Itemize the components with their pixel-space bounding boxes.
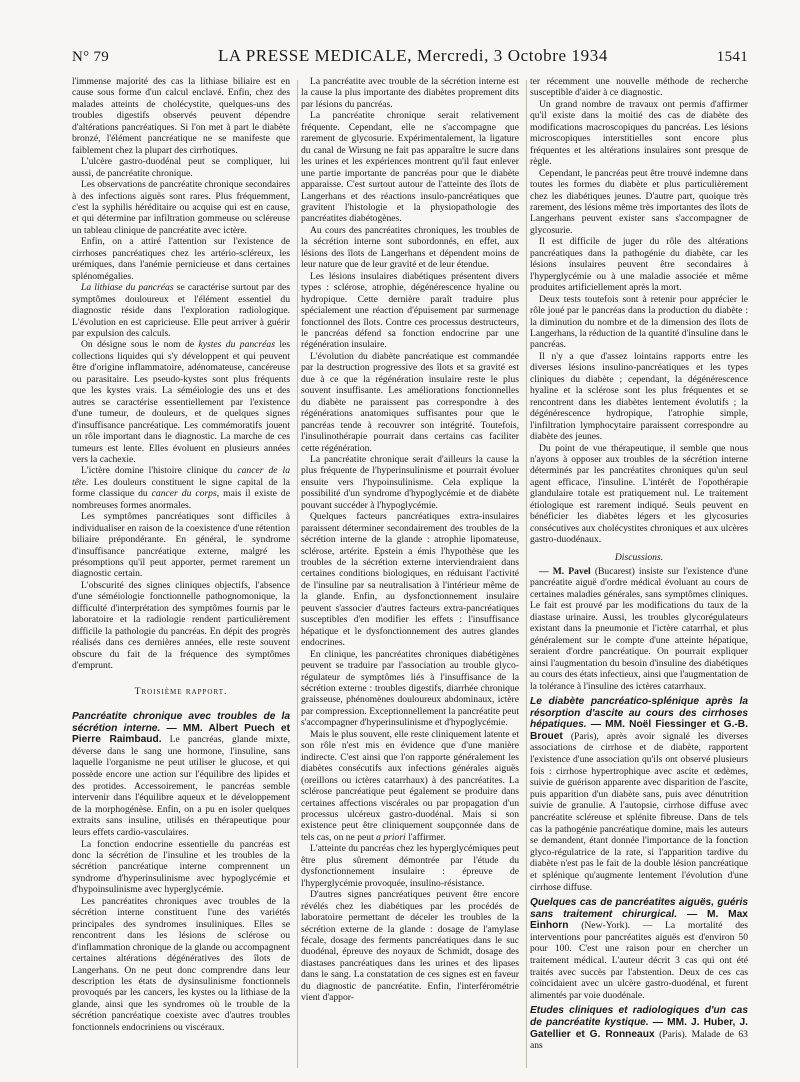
text-run: On désigne sous le nom de <box>81 339 199 351</box>
paragraph: Les symptômes pancréatiques sont difficiles à individualiser en raison de la coexistence d'une rétention biliaire prépondérante. En général, le syndrome d'insuffisance pancréatique externe, malgré les présomptions qu'il peut apporter, permet rarement un diagnostic certain. <box>72 511 290 580</box>
text-run: les collections liquides qui s'y développent et qui peuvent être d'origine inflammatoire, adénomateuse, cancéreuse ou parasitaire. Les pseudo-kystes sont plus fréquents que les kystes vrais. La séméiologie des uns et des autres se caractérise essentiellement par l'existence d'une tumeur, de douleurs, et de quelques signes d'insuffisance pancréatique. Les commémoratifs jouent un rôle important dans le diagnostic. La marche de ces tumeurs est lente. Elles évoluent en plusieurs années vers la cachexie. <box>72 339 290 465</box>
report-title <box>72 711 290 839</box>
paragraph: Les lésions insulaires diabétiques présentent divers types : sclérose, atrophie, dégénérescence hyaline ou hydropique. Cette dernière paraît traduire plus spécialement une réaction d'épuisement par surmenage fonctionnel des îlots. Contre ces processus destructeurs, le pancréas défend sa fonction endocrine par une régénération insulaire. <box>301 270 519 351</box>
paragraph: Deux tests toutefois sont à retenir pour apprécier le rôle joué par le pancréas dans la production du diabète : la diminution du nombre et de la dimension des îlots de Langerhans, la réduction de la quantité d'insuline dans le pancréas. <box>530 293 748 351</box>
paragraph: La pancréatite avec trouble de la sécrétion interne est la cause la plus importante des diabètes proprement dits par lésions du pancréas. <box>301 76 519 110</box>
report-authors: — MM. Noël Fiessinger et G.-B. Brouet <box>530 719 748 742</box>
paragraph: Il n'y a que d'assez lointains rapports entre les diverses lésions insulino-pancréatiques et les types cliniques du diabète ; cependant, la dégénérescence hyaline et la sclérose sont les plus fréquentes et se rencontrent dans les diabètes lentement évolutifs ; la dégénérescence hydropique, l'atrophie simple, l'infiltration lymphocytaire paraissent correspondre au diabète des jeunes. <box>530 350 748 443</box>
paragraph: Du point de vue thérapeutique, il semble que nous n'ayons à opposer aux troubles de la sécrétion interne déterminés par les pancréatites chroniques qu'un seul agent efficace, l'insuline. L'intérêt de l'opothérapie glandulaire totale est pratiquement nul. Le traitement étiologique est rarement indiqué. Seuls peuvent en bénéficier les diabètes légers et les glycosuries consécutives aux cholécystites chroniques et aux ulcères gastro-duodénaux. <box>530 442 748 546</box>
paragraph: L'obscurité des signes cliniques objectifs, l'absence d'une séméiologie fonctionnelle pathognomonique, la difficulté d'interprétation des symptômes fournis par le laboratoire et la radiologie rendent particulièrement difficile la pathologie du pancréas. En dépit des progrès réalisés dans ces dernières années, elle reste souvent obscure du fait de la fréquence des symptômes d'emprunt. <box>72 579 290 672</box>
text-run: l'affirmer. <box>405 831 446 843</box>
report-title <box>530 696 748 893</box>
italic-term: cancer de la tête <box>72 465 290 488</box>
issue-date: Mercredi, 3 Octobre 1934 <box>416 46 608 65</box>
paragraph: Il est difficile de juger du rôle des altérations pancréatiques dans la pathogénie du diabète, car les lésions insulaires peuvent être secondaires à l'hyperglycémie ou à une maladie associée et même produites artificiellement après la mort. <box>530 236 748 294</box>
paragraph <box>530 566 748 692</box>
text-run: Le pancréas, glande mixte, déverse dans le sang une hormone, l'insuline, sans laquelle l'organisme ne peut utiliser le glucose, et qui possède encore une action sur l'équilibre des lipides et des protides. Accessoirement, le pancréas semble intervenir dans l'équilibre aqueux et le développement de la morphogénèse. Enfin, on a pu en isoler quelques extraits sans insuline, utilisés en thérapeutique pour leurs effets cardio-vasculaires. <box>72 734 290 838</box>
paragraph: Au cours des pancréatites chroniques, les troubles de la sécrétion interne sont subordonnés, en effet, aux lésions des îlots de Langerhans et dépendent moins de leur nature que de leur gravité et de leur étendue. <box>301 224 519 271</box>
paragraph: La pancréatite chronique serait relativement fréquente. Cependant, elle ne s'accompagne que rarement de glycosurie. Expérimentalement, la ligature du canal de Wirsung ne fait pas apparaître le sucre dans les urines et les expériences montrent qu'il faut enlever une partie importante de pancréas pour que le diabète apparaisse. C'est surtout autour de l'atteinte des îlots de Langerhans et des réactions insulo-pancréatiques que gravitent l'histologie et la physiopathologie des pancréatites diabétogènes. <box>301 110 519 225</box>
paragraph <box>72 339 290 465</box>
issue-number: N° 79 <box>72 49 110 65</box>
column-2 <box>301 76 519 1072</box>
paragraph: Les observations de pancréatite chronique secondaires à des infections aiguës sont rares. Plus fréquemment, c'est la syphilis héréditaire ou acquise qui est en cause, et qui détermine par infiltration gommeuse ou scléreuse un tableau clinique de pancréatite avec ictère. <box>72 179 290 236</box>
column-1 <box>72 76 290 1072</box>
paragraph: D'autres signes pancréatiques peuvent être encore révélés chez les diabétiques par les procédés de laboratoire permettant de déceler les troubles de la sécrétion externe de la glande : dosage de l'amylase fécale, dosage des ferments pancréatiques dans le suc duodénal, épreuve des noyaux de Schmidt, dosage des diastases pancréatiques dans les urines et des lipases dans le sang. La constatation de ces signes est en faveur du diagnostic de pancréatite. Enfin, l'interférométrie vient d'appor- <box>301 889 519 1004</box>
text-run: . Les douleurs constituent le signe capital de la forme classique du <box>72 476 290 500</box>
page-header <box>72 46 748 70</box>
report-title <box>530 1005 748 1051</box>
journal-name: LA PRESSE MEDICALE, <box>217 46 413 65</box>
report-authors: — M. Max Einhorn <box>530 908 748 932</box>
italic-term: a priori <box>376 831 406 843</box>
paragraph <box>301 729 519 844</box>
italic-term: kystes du pancréas <box>198 339 275 351</box>
report-title-text: Etudes cliniques et radiologiques d'un cas de pancréatite kystique. <box>530 1005 748 1029</box>
paragraph: L'atteinte du pancréas chez les hyperglycémiques peut être plus sûrement démontrée par l'étude du dysfonctionnement insulaire : épreuve de l'hyperglycémie provoquée, insulino-résistance. <box>301 843 519 889</box>
paragraph: Quelques facteurs pancréatiques extra-insulaires paraissent déterminer secondairement des troubles de la sécrétion interne de la glande : atrophie lipomateuse, sclérose, artérite. Epstein a émis l'hypothèse que les troubles de la sécrétion externe interviendraient dans certaines conditions biologiques, en réduisant l'activité de l'insuline par sa neutralisation à l'intérieur même de la glande. Enfin, au dysfonctionnement insulaire peuvent s'associer d'autres facteurs extra-pancréatiques susceptibles d'en modifier les effets : l'insuffisance hépatique et le dysfonctionnement des autres glandes endocrines. <box>301 511 519 649</box>
text-run: se caractérise surtout par des symptômes douloureux et l'élément essentiel du diagnostic réside dans l'exploration radiologique. L'évolution en est capricieuse. Elle peut arriver à guérir par expulsion des calculs. <box>72 282 290 339</box>
section-heading: Troisième rapport. <box>134 685 228 697</box>
paragraph: La pancréatite chronique serait d'ailleurs la cause la plus fréquente de l'hyperinsulinisme et pourrait évoluer ensuite vers l'hypoinsulinisme. Cela explique la possibilité d'un syndrome d'hypoglycémie et de diabète pouvant succéder à l'hypoglycémie. <box>301 453 519 511</box>
discussant-name: — M. Pavel <box>539 566 591 578</box>
paragraph: L'ulcère gastro-duodénal peut se compliquer, lui aussi, de pancréatite chronique. <box>72 156 290 179</box>
paragraph <box>72 465 290 511</box>
report-title-text: Pancréatite chronique avec troubles de la sécrétion interne. <box>72 711 290 734</box>
discussion-heading: Discussions. <box>614 551 664 563</box>
report-title-text: Quelques cas de pancréatites aiguës, guéris sans traitement chirurgical. <box>530 897 748 920</box>
paragraph: L'évolution du diabète pancréatique est commandée par la destruction progressive des îlots et sa gravité est due à ce que la régénération insulaire reste le plus souvent insuffisante. Les améliorations fonctionnelles du diabète ne paraissent pas correspondre à des régénérations anatomiques suffisantes pour que le pancréas tende à recouvrer son intégrité. Toutefois, l'insulinothérapie pourrait dans certains cas faciliter cette régénération. <box>301 350 519 454</box>
italic-term: cancer du corps <box>151 488 217 500</box>
text-run: L'ictère domine l'histoire clinique du <box>81 465 238 477</box>
paragraph <box>72 282 290 339</box>
paragraph: La fonction endocrine essentielle du pancréas est donc la sécrétion de l'insuline et les troubles de la sécrétion pancréatique interne comprennent un syndrome d'hyperinsulinisme avec hypoglycémie et d'hypoinsulinisme avec hyperglycémie. <box>72 838 290 896</box>
page-number: 1541 <box>716 49 748 65</box>
italic-term: La lithiase du pancréas <box>81 282 174 294</box>
report-title <box>530 897 748 1001</box>
text-run: Mais le plus souvent, elle reste cliniquement latente et son rôle n'est mis en évidence que d'une manière indirecte. C'est ainsi que l'on rapporte généralement les diabètes consécutifs aux infections générales aiguës (oreillons ou ictères catarrhaux) à des pancréatites. La sclérose pancréatique peut également se produire dans certaines affections viscérales ou par propagation d'un processus ulcéreux gastro-duodénal. Mais si son existence peut être cliniquement soupçonnée dans de tels cas, on ne peut <box>301 728 519 843</box>
paragraph: Un grand nombre de travaux ont permis d'affirmer qu'il existe dans la moitié des cas de diabète des modifications macroscopiques du pancréas. Les lésions microscopiques interstitielles sont encore plus fréquentes et les altérations insulaires sont presque de règle. <box>530 98 748 168</box>
paragraph: l'immense majorité des cas la lithiase biliaire est en cause sous forme d'un calcul enclavé. Enfin, chez des malades atteints de cholécystite, quelques-uns des troubles digestifs observés peuvent dépendre d'altérations pancréatiques. Si l'on met à part le diabète bronzé, l'élément pancréatique ne se manifeste que faiblement chez la plupart des cirrhotiques. <box>72 76 290 156</box>
text-run: (Paris). Malade de 63 ans <box>530 1028 748 1052</box>
paragraph: Cependant, le pancréas peut être trouvé indemne dans toutes les formes du diabète et plus particulièrement chez les diabétiques jeunes. D'autre part, quoique très rarement, des lésions même très importantes des îlots de Langerhans peuvent exister sans s'accompagner de glycosurie. <box>530 167 748 236</box>
text-run: (Paris), après avoir signalé les diverses associations de cirrhose et de diabète, rapportent l'existence d'une association qu'ils ont observé plusieurs fois : cirrhose hypertrophique avec ascite et œdèmes, suivie de guérison apparente avec disparition de l'ascite, puis apparition d'un diabète sans, puis avec dénutrition suivie de granulie. A l'autopsie, cirrhose diffuse avec pancréatite scléreuse et splénite fibreuse. Dans de tels cas la pathogénie pancréatique domine, mais les auteurs se demandent, étant donnée l'importance de la fonction glyco-régulatrice de la rate, si l'apparition tardive du diabète n'est pas le fait de la double lésion pancréatique et splénique qu'augmente lentement l'évolution d'une cirrhose diffuse. <box>530 730 748 893</box>
article-columns <box>72 76 748 1072</box>
report-authors: — MM. Albert Puech et Pierre Raimbaud. <box>72 722 290 746</box>
column-3 <box>530 76 748 1072</box>
paragraph: Enfin, on a attiré l'attention sur l'existence de cirrhoses pancréatiques chez les artério-scléreux, les urémiques, dans l'anémie pernicieuse et dans certaines splénomégalies. <box>72 236 290 282</box>
text-run: (New-York). — La mortalité des interventions pour pancréatites aiguës est d'environ 50 pour 100. C'est une raison pour en chercher un traitement médical. L'auteur décrit 3 cas qui ont été traités avec succès par l'abstention. Deux de ces cas coïncidaient avec un ulcère gastro-duodénal, et furent alimentés par voie duodénale. <box>530 920 748 1001</box>
report-authors: — MM. J. Huber, J. Gatellier et G. Ronneaux <box>530 1017 748 1040</box>
running-title <box>218 46 608 66</box>
text-run: (Bucarest) insiste sur l'existence d'une pancréatite aiguë d'ordre médical évoluant au cours de certaines maladies générales, sans symptômes cliniques. Le fait est prouvé par les modifications du taux de la diastase urinaire. Aussi, les troubles glycorégulateurs existant dans la pneumonie et l'ictère catarrhal, et plus généralement sur le compte d'une atteinte hépatique, seraient d'ordre pancréatique. On pourrait expliquer ainsi l'augmentation du besoin d'insuline des diabétiques au cours des états infectieux, ainsi que l'augmentation de la tolérance à l'insuline des ictères catarrhaux. <box>530 566 748 692</box>
paragraph: Les pancréatites chroniques avec troubles de la sécrétion interne constituent l'une des variétés principales des syndromes insuliniques. Elles se rencontrent dans les lésions de sclérose ou d'inflammation chronique de la glande ou accompagnent certaines altérations dégénératives des îlots de Langerhans. On ne peut donc comprendre dans leur description les états de dysinsulinisme fonctionnels provoqués par les cancers, les kystes ou la lithiase de la glande, ainsi que les syndromes où le trouble de la sécrétion pancréatique coexiste avec d'autres troubles fonctionnels endocriniens ou viscéraux. <box>72 895 290 1033</box>
paragraph: En clinique, les pancréatites chroniques diabétigènes peuvent se traduire par l'association au trouble glyco-régulateur de symptômes liés à l'insuffisance de la sécrétion externe : troubles digestifs, diarrhée chronique graisseuse, phénomènes douloureux abdominaux, ictère par compression. Exceptionnellement la pancréatite peut s'accompagner d'hyperinsulinisme et d'hypoglycémie. <box>301 648 519 729</box>
text-run: , mais il existe de nombreuses formes anormales. <box>72 488 290 511</box>
report-title-text: Le diabète pancréatico-splénique après la résorption d'ascite au cours des cirrhoses hépatiques. <box>530 696 748 731</box>
paragraph: ter récemment une nouvelle méthode de recherche susceptible d'aider à ce diagnostic. <box>530 76 748 99</box>
